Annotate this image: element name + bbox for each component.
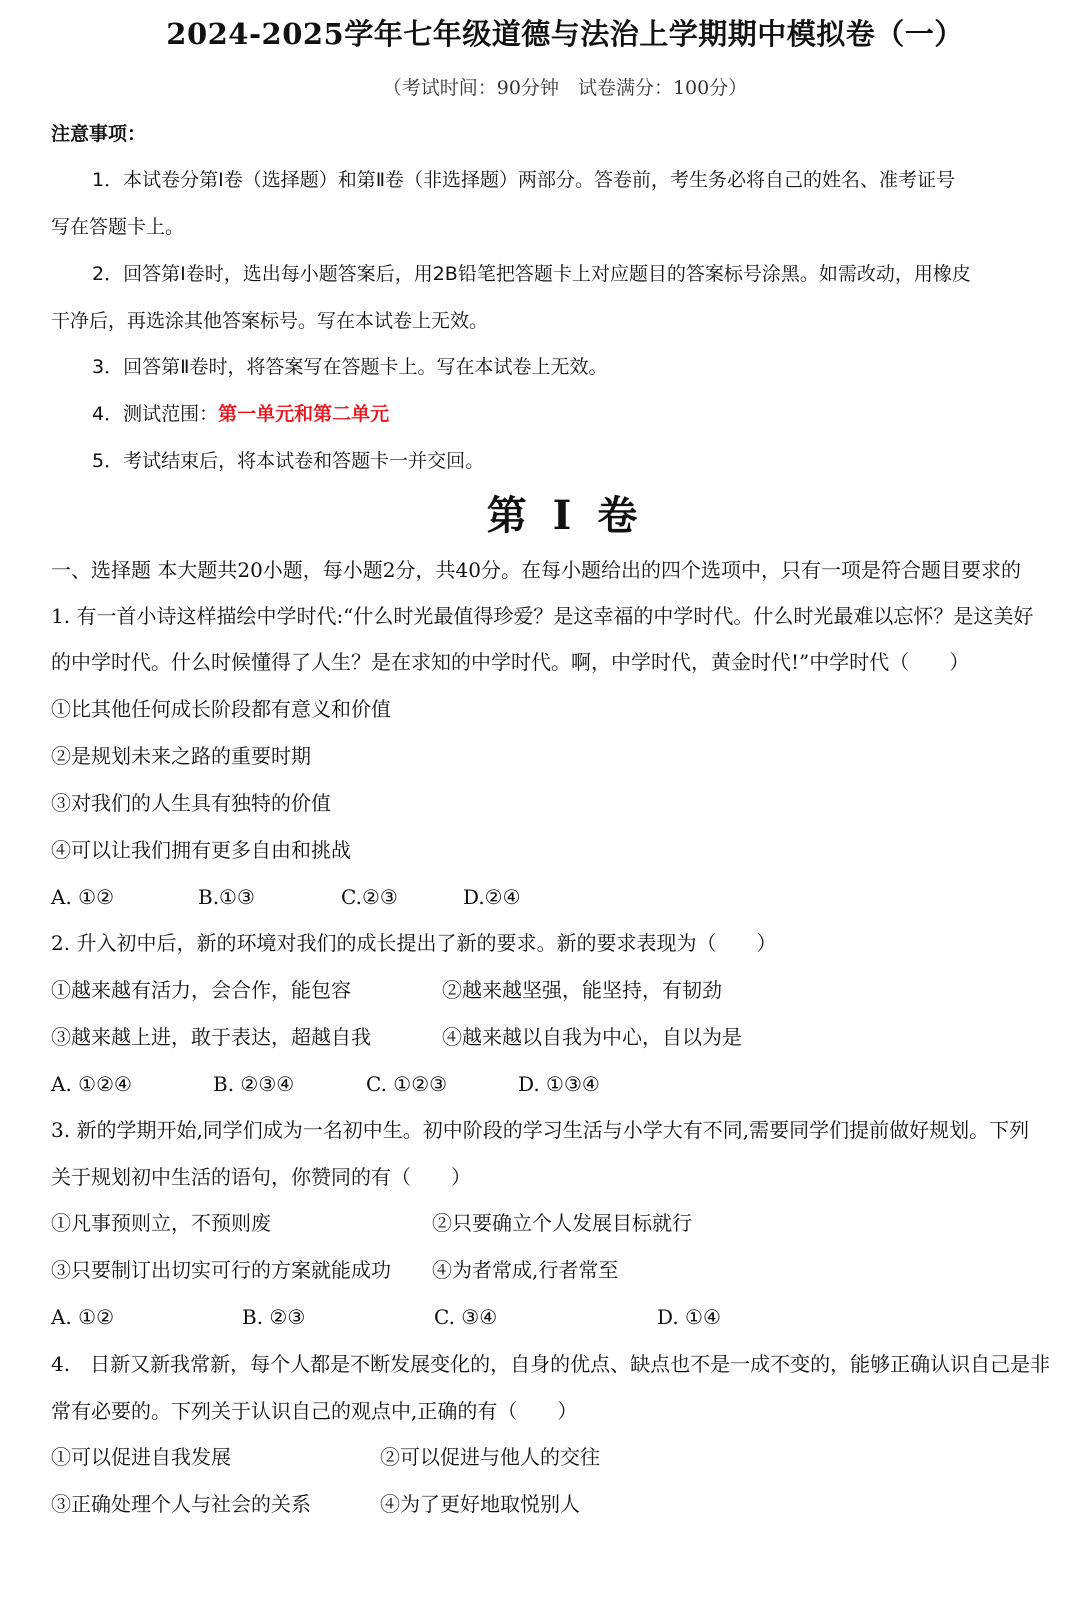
q1-option-b: B.①③ [198,885,255,909]
notice-item-3: 3．回答第Ⅱ卷时，将答案写在答题卡上。写在本试卷上无效。 [92,356,608,378]
q2-option-a: A. ①②④ [51,1072,132,1096]
q2-option-c: C. ①②③ [366,1072,448,1096]
q3-statement-1: ①凡事预则立，不预则废 [51,1211,271,1235]
q1-statement-4: ④可以让我们拥有更多自由和挑战 [51,838,351,862]
q1-statement-2: ②是规划未来之路的重要时期 [51,744,311,768]
q2-option-b: B. ②③④ [213,1072,295,1096]
q2-stem: 2. 升入初中后，新的环境对我们的成长提出了新的要求。新的要求表现为（ ） [51,931,777,955]
q2-option-d: D. ①③④ [518,1072,600,1096]
exam-title: 2024-2025学年七年级道德与法治上学期期中模拟卷（一） [166,17,964,51]
q1-option-d: D.②④ [463,885,521,909]
q1-option-c: C.②③ [341,885,398,909]
q1-stem-line-2: 的中学时代。什么时候懂得了人生？是在求知的中学时代。啊，中学时代，黄金时代!”中学时代（ ） [51,650,970,674]
q2-statement-1: ①越来越有活力，会合作，能包容 [51,978,351,1002]
q3-stem-line-1: 3. 新的学期开始,同学们成为一名初中生。初中阶段的学习生活与小学大有不同,需要同学们提前做好规划。下列 [51,1118,1030,1142]
q2-statement-4: ④越来越以自我为中心，自以为是 [442,1025,742,1049]
notice-item-5: 5．考试结束后，将本试卷和答题卡一并交回。 [92,450,485,472]
q3-option-a: A. ①② [51,1305,115,1329]
q2-statement-2: ②越来越坚强，能坚持，有韧劲 [442,978,722,1002]
test-scope-highlight: 第一单元和第二单元 [218,403,390,425]
q3-statement-2: ②只要确立个人发展目标就行 [432,1211,692,1235]
notice-heading: 注意事项： [51,123,147,145]
notice-item-2: 2．回答第Ⅰ卷时，选出每小题答案后，用2B铅笔把答题卡上对应题目的答案标号涂黑。如需改动，用橡皮 [92,263,971,285]
notice-item-1-cont: 写在答题卡上。 [51,216,185,238]
notice-item-1: 1．本试卷分第Ⅰ卷（选择题）和第Ⅱ卷（非选择题）两部分。答卷前，考生务必将自己的姓名、准考证号 [92,169,956,191]
notice-item-2-cont: 干净后，再选涂其他答案标号。写在本试卷上无效。 [51,310,489,332]
q4-stem-line-1: 4. 日新又新我常新，每个人都是不断发展变化的，自身的优点、缺点也不是一成不变的，能够正确认识自己是非 [51,1352,1051,1376]
q1-option-a: A. ①② [51,885,115,909]
q1-statement-1: ①比其他任何成长阶段都有意义和价值 [51,697,391,721]
q3-stem-line-2: 关于规划初中生活的语句，你赞同的有（ ） [51,1165,471,1189]
notice-item-4-label: 4．测试范围： [92,403,219,425]
q4-stem-line-2: 常有必要的。下列关于认识自己的观点中,正确的有（ ） [51,1399,578,1423]
q4-statement-3: ③正确处理个人与社会的关系 [51,1492,311,1516]
q3-option-d: D. ①④ [657,1305,721,1329]
section-title: 第 I 卷 [486,492,644,539]
q4-statement-2: ②可以促进与他人的交往 [380,1445,600,1469]
notice-item-4 [92,400,389,428]
q2-statement-3: ③越来越上进，敢于表达，超越自我 [51,1025,371,1049]
q3-statement-3: ③只要制订出切实可行的方案就能成功 [51,1258,391,1282]
q4-statement-1: ①可以促进自我发展 [51,1445,231,1469]
q3-statement-4: ④为者常成,行者常至 [432,1258,619,1282]
q3-option-b: B. ②③ [242,1305,306,1329]
q4-statement-4: ④为了更好地取悦别人 [380,1492,580,1516]
part-intro: 一、选择题 本大题共20小题，每小题2分，共40分。在每小题给出的四个选项中，只有一项是符合题目要求的 [51,558,1021,582]
q3-option-c: C. ③④ [434,1305,498,1329]
q1-stem-line-1: 1. 有一首小诗这样描绘中学时代:“什么时光最值得珍爱？是这幸福的中学时代。什么时光最难以忘怀？是这美好 [51,604,1034,628]
exam-subtitle: （考试时间：90分钟 试卷满分：100分） [382,77,748,99]
q1-statement-3: ③对我们的人生具有独特的价值 [51,791,331,815]
